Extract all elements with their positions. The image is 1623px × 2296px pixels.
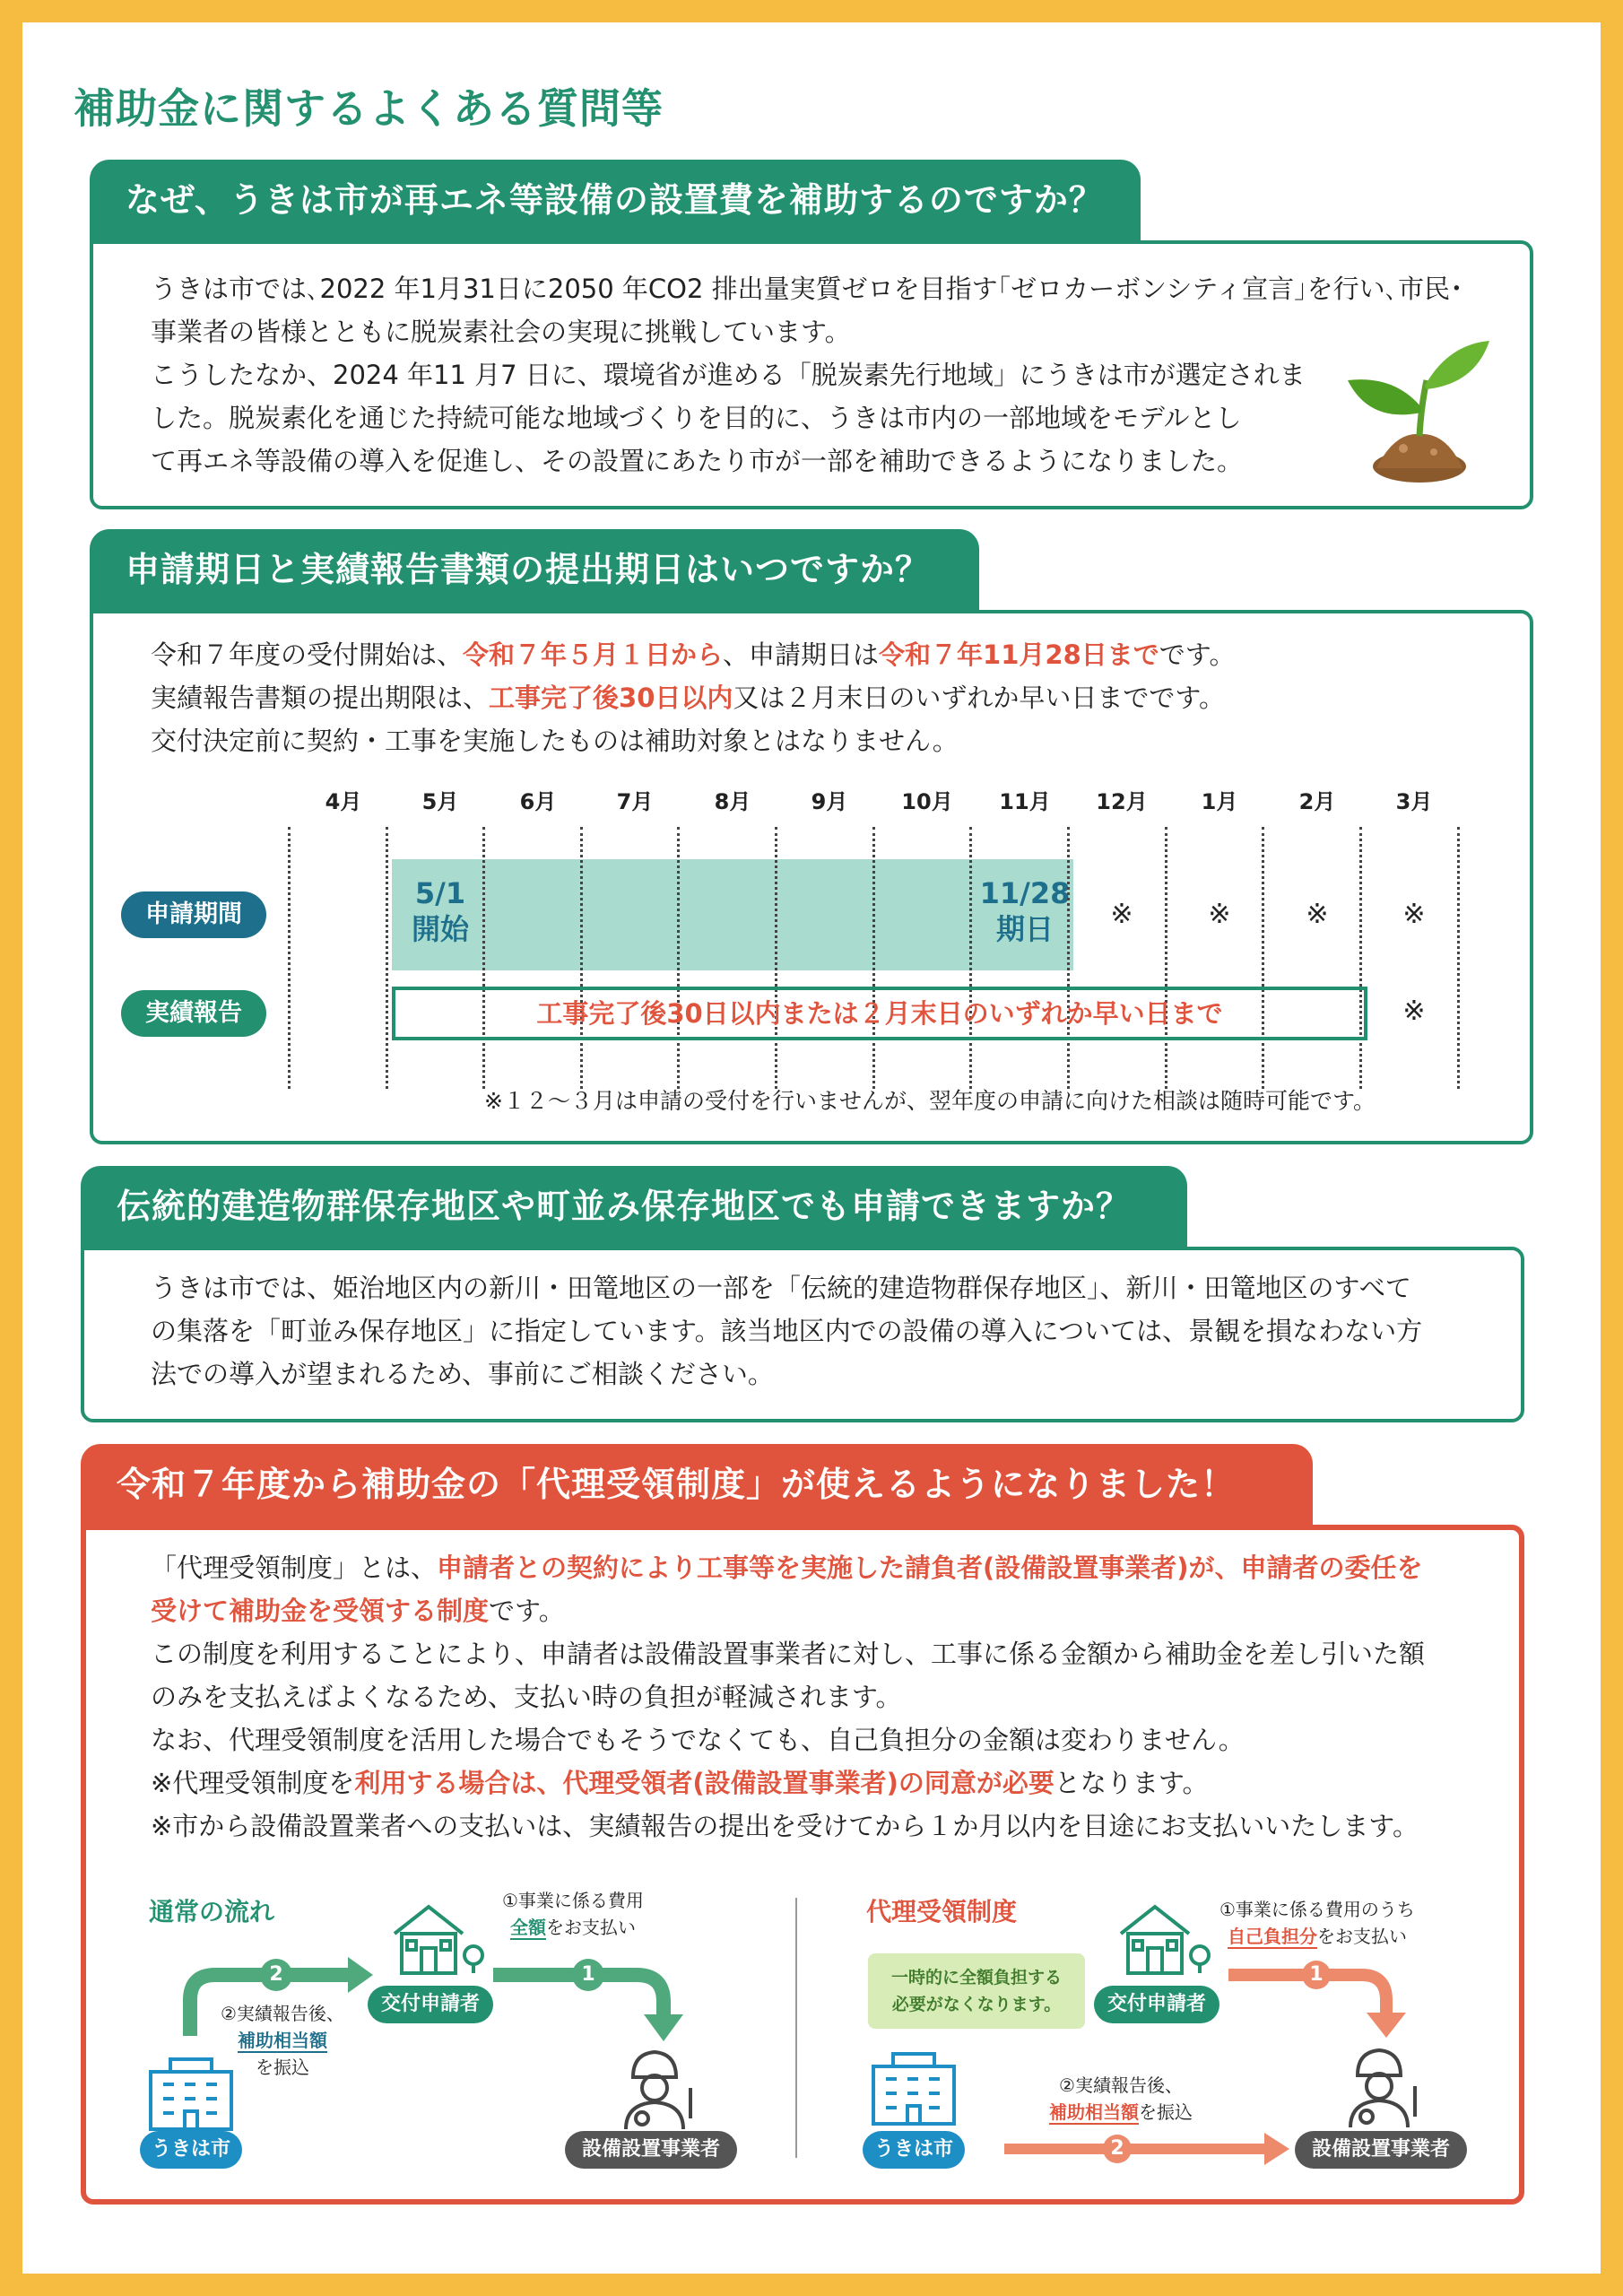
seedling-icon (1341, 334, 1493, 486)
answer-2-line-3: 交付決定前に契約・工事を実施したものは補助対象とはなりません。 (151, 726, 959, 756)
closed-mark: ※ (1306, 899, 1329, 930)
normal-num-2: 2 (260, 1959, 292, 1991)
application-start-label: 5/1 開始 (411, 876, 469, 946)
answer-4-line-7: ※市から設備設置業者への支払いは、実績報告の提出を受けてから１か月以内を目途にお支払いいたします。 (151, 1811, 1419, 1841)
month-label: 4月 (325, 789, 362, 814)
normal-contractor-pill: 設備設置事業者 (565, 2131, 737, 2169)
month-divider (386, 827, 388, 1089)
answer-4-line-3: この制度を利用することにより、申請者は設備設置事業者に対し、工事に係る金額から補助金を差し引いた額 (151, 1639, 1426, 1669)
month-divider (1262, 827, 1264, 1089)
answer-1-line: した。脱炭素化を通じた持続可能な地域づくりを目的に、うきは市内の一部地域をモデルとし (151, 403, 1242, 433)
answer-4-line-6: ※代理受領制度を利用する場合は、代理受領者(設備設置事業者)の同意が必要となります。 (151, 1768, 1209, 1798)
proxy-step-1-text: ①事業に係る費用のうち 自己負担分をお支払い (1219, 1899, 1415, 1947)
month-divider (1457, 827, 1460, 1089)
month-label: 7月 (616, 789, 654, 814)
month-divider (969, 827, 972, 1089)
application-end-label: 11/28 期日 (979, 876, 1071, 946)
application-period-label: 申請期間 (121, 891, 266, 938)
normal-city-pill: うきは市 (140, 2131, 242, 2169)
question-1-tab (90, 160, 1141, 240)
month-label: 3月 (1395, 789, 1433, 814)
closed-mark: ※ (1208, 899, 1231, 930)
question-4-text: 令和７年度から補助金の「代理受領制度」が使えるようになりました！ (117, 1465, 1237, 1504)
answer-2-line-1: 令和７年度の受付開始は、令和７年５月１日から、申請期日は令和７年11月28日までです。 (151, 639, 1236, 670)
answer-3-line: の集落を「町並み保存地区」に指定しています。該当地区内での設備の導入については、景観を損なわない方 (151, 1316, 1423, 1346)
proxy-step-2-text: ②実績報告後、 補助相当額を振込 (1049, 2074, 1193, 2123)
answer-1-line: 事業者の皆様とともに脱炭素社会の実現に挑戦しています。 (151, 317, 851, 347)
answer-2-line-2: 実績報告書類の提出期限は、工事完了後30日以内又は２月末日のいずれか早い日までです。 (151, 683, 1226, 713)
month-divider (288, 827, 291, 1089)
house-icon (1121, 1907, 1209, 1973)
month-divider (872, 827, 875, 1089)
answer-3-text (151, 1266, 1422, 1396)
month-label: 1月 (1201, 789, 1238, 814)
normal-step-2-text: ②実績報告後、 補助相当額 を振込 (221, 2003, 344, 2078)
flow-divider (795, 1898, 797, 2158)
proxy-flow-diagram (852, 1883, 1497, 2179)
answer-4-line-5: なお、代理受領制度を活用した場合でもそうでなくても、自己負担分の金額は変わりません。 (151, 1725, 1245, 1755)
report-period-label: 実績報告 (121, 990, 266, 1037)
answer-4-line-4: のみを支払えばよくなるため、支払い時の負担が軽減されます。 (151, 1682, 902, 1712)
proxy-contractor-pill: 設備設置事業者 (1295, 2131, 1467, 2169)
closed-mark: ※ (1402, 899, 1426, 930)
normal-flow-diagram (135, 1883, 762, 2179)
question-3-tab (81, 1166, 1187, 1247)
answer-1-line: こうしたなか、2024 年11 月7 日に、環境省が進める「脱炭素先行地域」にうきは市が選定されま (151, 360, 1306, 390)
report-period-band: 工事完了後30日以内または２月末日のいずれか早い日まで (392, 987, 1367, 1040)
month-divider (677, 827, 680, 1089)
month-divider (1067, 827, 1070, 1089)
answer-1-line: うきは市では､2022 年1月31日に2050 年CO2 排出量実質ゼロを目指す｢ゼロカーボンシティ宣言｣を行い､市民･ (151, 274, 1463, 304)
month-divider (1165, 827, 1167, 1089)
month-label: 9月 (811, 789, 848, 814)
month-label: 10月 (901, 789, 953, 814)
month-divider (482, 827, 485, 1089)
closed-mark: ※ (1402, 996, 1426, 1027)
proxy-applicant-pill: 交付申請者 (1094, 1986, 1219, 2023)
house-icon (395, 1907, 482, 1973)
answer-3-line: 法での導入が望まれるため、事前にご相談ください。 (151, 1359, 774, 1389)
month-divider (580, 827, 583, 1089)
answer-2-text (151, 633, 1235, 762)
worker-icon (1350, 2050, 1415, 2127)
normal-applicant-pill: 交付申請者 (368, 1986, 493, 2023)
city-building-icon (151, 2059, 231, 2129)
answer-4-line-2: 受けて補助金を受領する制度です。 (151, 1596, 565, 1626)
page-title: 補助金に関するよくある質問等 (74, 84, 664, 133)
proxy-benefit-badge: 一時的に全額負担する 必要がなくなります。 (868, 1953, 1085, 2029)
city-building-icon (873, 2054, 954, 2124)
month-label: 6月 (519, 789, 557, 814)
answer-1-text (151, 267, 1463, 483)
proxy-num-2: 2 (1103, 2135, 1132, 2163)
month-label: 12月 (1096, 789, 1148, 814)
month-label: 5月 (421, 789, 459, 814)
month-label: 8月 (714, 789, 751, 814)
month-label: 2月 (1298, 789, 1336, 814)
question-2-tab (90, 529, 979, 610)
question-2-text: 申請期日と実績報告書類の提出期日はいつですか？ (126, 550, 931, 589)
answer-4-text (151, 1546, 1425, 1848)
worker-icon (626, 2052, 690, 2129)
answer-4-line-1: 「代理受領制度」とは、申請者との契約により工事等を実施した請負者(設備設置事業者)が、申請者の委任を (151, 1552, 1423, 1583)
question-3-text: 伝統的建造物群保存地区や町並み保存地区でも申請できますか？ (117, 1187, 1132, 1226)
question-4-tab (81, 1444, 1313, 1525)
closed-mark: ※ (1110, 899, 1133, 930)
month-divider (1359, 827, 1362, 1089)
month-divider (775, 827, 777, 1089)
normal-flow-title: 通常の流れ (149, 1897, 275, 1926)
timeline-note: ※１２～３月は申請の受付を行いませんが、翌年度の申請に向けた相談は随時可能です。 (484, 1088, 1376, 1114)
proxy-flow-title: 代理受領制度 (866, 1897, 1018, 1926)
answer-1-line: て再エネ等設備の導入を促進し、その設置にあたり市が一部を補助できるようになりました。 (151, 446, 1244, 476)
proxy-city-pill: うきは市 (863, 2131, 965, 2169)
normal-num-1: 1 (572, 1959, 604, 1991)
question-1-text: なぜ、うきは市が再エネ等設備の設置費を補助するのですか？ (126, 180, 1104, 220)
month-label: 11月 (999, 789, 1051, 814)
schedule-timeline (121, 784, 1484, 1089)
normal-step-1-text: ①事業に係る費用 全額をお支払い (502, 1890, 644, 1938)
answer-3-line: うきは市では、姫治地区内の新川・田篭地区の一部を「伝統的建造物群保存地区」、新川・田篭地区のすべて (151, 1273, 1411, 1303)
proxy-num-1: 1 (1302, 1961, 1331, 1989)
